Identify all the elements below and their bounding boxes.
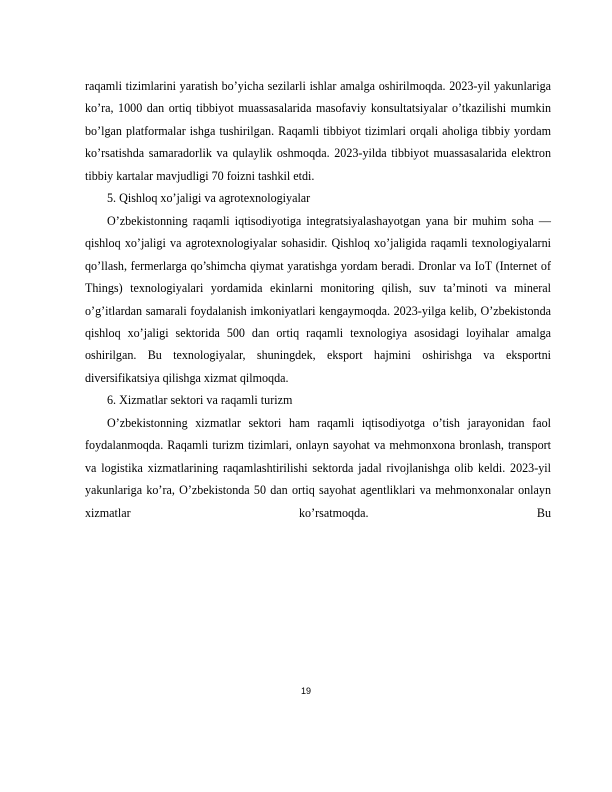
page-body <box>85 75 551 524</box>
page-number: 19 <box>300 686 311 696</box>
section-heading-agriculture: 5. Qishloq xo’jaligi va agrotexnologiyalar <box>107 191 311 206</box>
section-heading-services: 6. Xizmatlar sektori va raqamli turizm <box>107 393 293 408</box>
paragraph-services: O’zbekistonning xizmatlar sektori ham raqamli iqtisodiyotga o’tish jarayonidan faol foydalanmoqda. Raqamli turizm tizimlari, onlayn sayohat va mehmonxona bronlash, transport va logistika xizmatlarining raqamlashtirilishi sektorda jadal rivojlanishga olib keldi. 2023-yil yakunlariga ko’ra, O’zbekistonda 50 dan ortiq sayohat agentliklari va mehmonxonalar onlayn xizmatlar ko’rsatmoqda. Bu <box>85 415 551 520</box>
paragraph-digital-health: raqamli tizimlarini yaratish bo’yicha sezilarli ishlar amalga oshirilmoqda. 2023-yil yakunlariga ko’ra, 1000 dan ortiq tibbiyot muassasalarida masofaviy konsultatsiyalar o’tkazilishi mumkin bo’lgan platformalar ishga tushirilgan. Raqamli tibbiyot tizimlari orqali aholiga tibbiy yordam ko’rsatishda samaradorlik va qulaylik oshmoqda. 2023-yilda tibbiyot muassasalarida elektron tibbiy kartalar mavjudligi 70 foizni tashkil etdi. <box>85 79 551 183</box>
paragraph-agriculture: O’zbekistonning raqamli iqtisodiyotiga integratsiyalashayotgan yana bir muhim soha — qishloq xo’jaligi va agrotexnologiyalar sohasidir. Qishloq xo’jaligida raqamli texnologiyalarni qo’llash, fermerlarga qo’shimcha qiymat yaratishga yordam beradi. Dronlar va IoT (Internet of Things) texnologiyalari yordamida ekinlarni monitoring qilish, suv ta’minoti va mineral o’g’itlardan samarali foydalanish imkoniyatlari kengaymoqda. 2023-yilga kelib, O’zbekistonda qishloq xo’jaligi sektorida 500 dan ortiq raqamli texnologiya asosidagi loyihalar amalga oshirilgan. Bu texnologiyalar, shuningdek, eksport hajmini oshirishga va eksportni diversifikatsiya qilishga xizmat qilmoqda. <box>85 213 551 385</box>
